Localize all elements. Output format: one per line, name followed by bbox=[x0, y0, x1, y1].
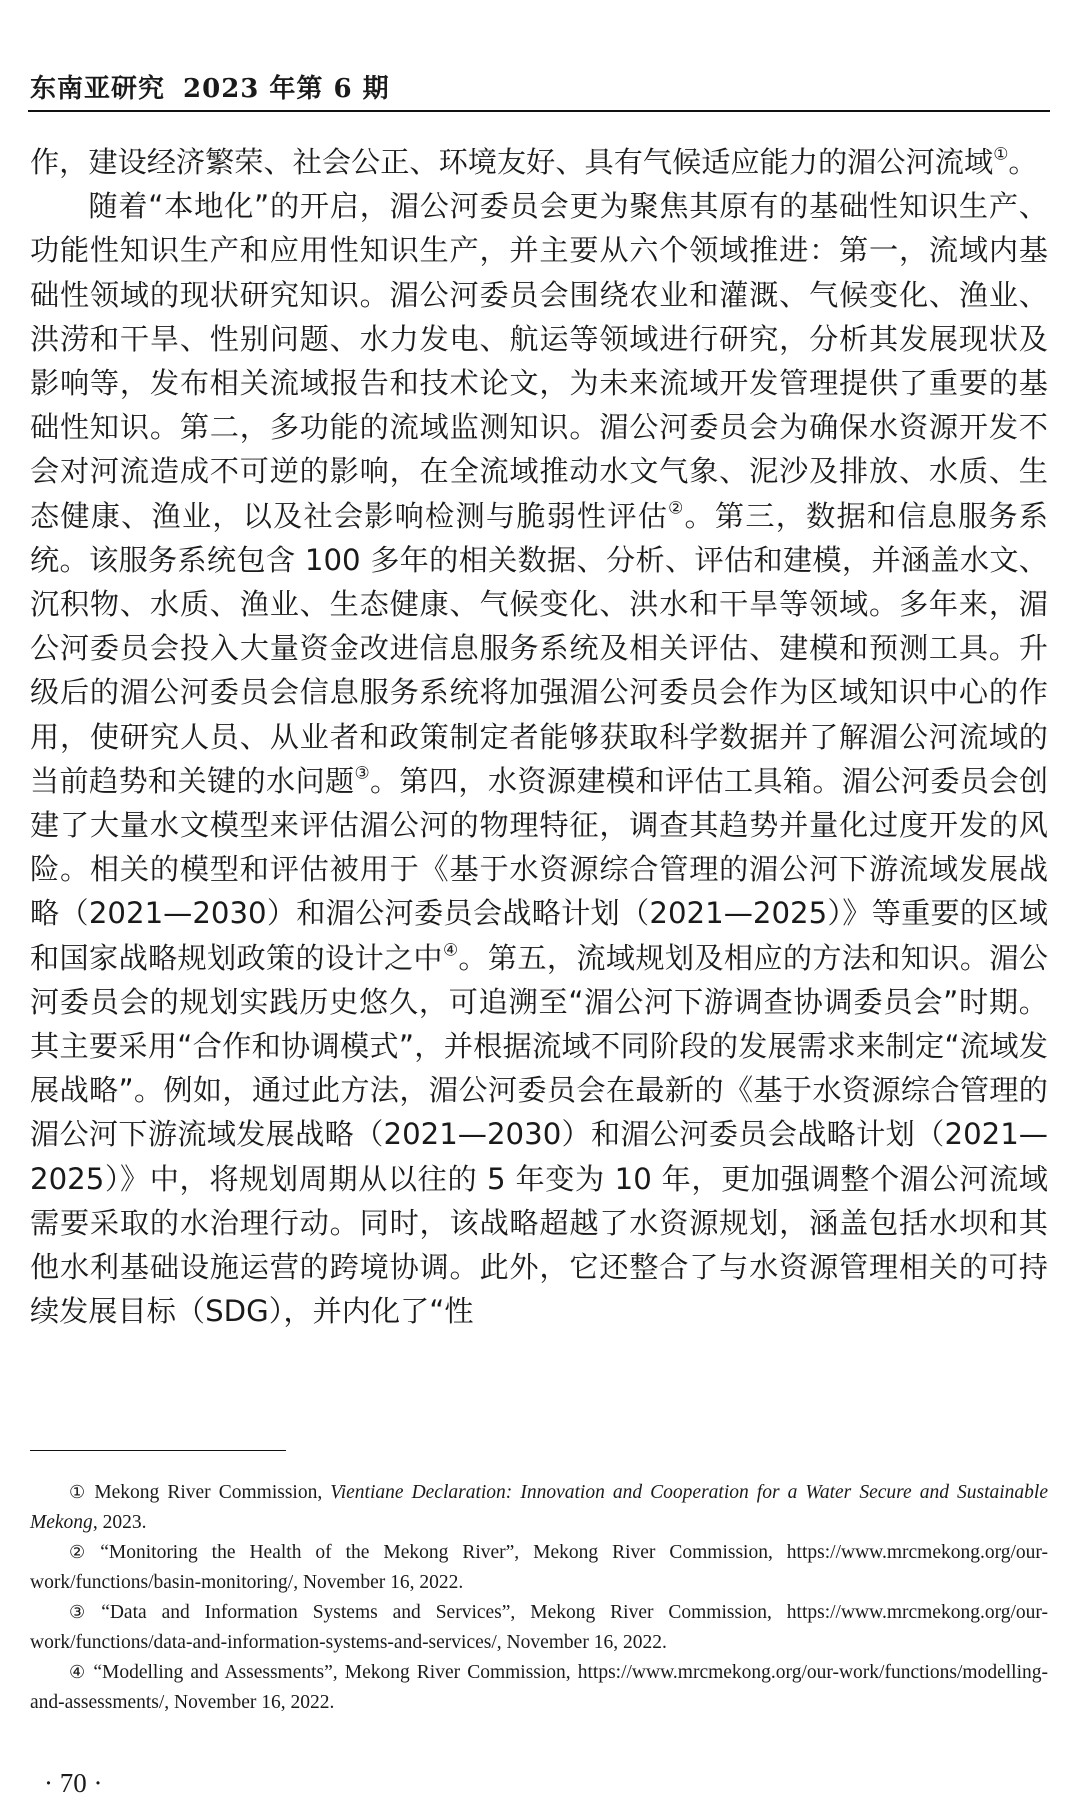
paragraph-text: 。第四，水资源建模和评估工具箱。湄公河委员会创建了大量水文模型来评估湄公河的物理特征，调查其趋势并量化过度开发的风险。相关的模型和评估被用于《基于水资源综合管理的湄公河下游流域发展战略（2021—2030）和湄公河委员会战略计划（2021—2025）》等重要的区域和国家战略规划政策的设计之中 bbox=[30, 763, 1049, 975]
paragraph-text: 作，建设经济繁荣、社会公正、环境友好、具有气候适应能力的湄公河流域 bbox=[30, 145, 994, 179]
footnote-2 bbox=[30, 1538, 1048, 1598]
paragraph bbox=[30, 184, 1048, 1333]
running-head bbox=[30, 68, 390, 105]
footnote-3 bbox=[30, 1598, 1048, 1658]
footnote-marker: ① bbox=[69, 1482, 89, 1503]
footnote-text: , 2023. bbox=[92, 1512, 147, 1533]
footnote-text: Mekong River Commission, bbox=[94, 1482, 331, 1503]
footnote-text: “Modelling and Assessments”, Mekong River Commission, https://www.mrcmekong.org/our-work/functions/modelling-and-assessments/, November 16, 2022. bbox=[30, 1662, 1049, 1713]
paragraph-text: 。第三，数据和信息服务系统。该服务系统包含 100 多年的相关数据、分析、评估和建模，并涵盖水文、沉积物、水质、渔业、生态健康、气候变化、洪水和干旱等领域。多年来，湄公河委员会投入大量资金改进信息服务系统及相关评估、建模和预测工具。升级后的湄公河委员会信息服务系统将加强湄公河委员会作为区域知识中心的作用，使研究人员、从业者和政策制定者能够获取科学数据并了解湄公河流域的当前趋势和关键的水问题 bbox=[30, 498, 1049, 798]
footnote-title: Vientiane Declaration: Innovation and Cooperation for a Water Secure and Sustainable Mekong bbox=[30, 1482, 1048, 1533]
footnote-text: “Monitoring the Health of the Mekong River”, Mekong River Commission, https://www.mrcmekong.org/our-work/functions/basin-monitoring/, November 16, 2022. bbox=[30, 1542, 1049, 1593]
footnote-separator bbox=[30, 1450, 286, 1451]
footnote-1 bbox=[30, 1478, 1048, 1538]
footnote-ref-2[interactable]: ② bbox=[668, 496, 685, 517]
footnote-ref-1[interactable]: ① bbox=[993, 143, 1009, 164]
footnote-marker: ② bbox=[69, 1542, 95, 1563]
footnote-4 bbox=[30, 1658, 1048, 1718]
paragraph-text: 。 bbox=[1008, 145, 1038, 179]
journal-title: 东南亚研究 bbox=[30, 74, 166, 104]
article-body bbox=[30, 140, 1048, 1333]
footnote-ref-4[interactable]: ④ bbox=[442, 938, 459, 959]
paragraph-text: 随着“本地化”的开启，湄公河委员会更为聚焦其原有的基础性知识生产、功能性知识生产和应用性知识生产，并主要从六个领域推进：第一，流域内基础性领域的现状研究知识。湄公河委员会围绕农业和灌溉、气候变化、渔业、洪涝和干旱、性别问题、水力发电、航运等领域进行研究，分析其发展现状及影响等，发布相关流域报告和技术论文，为未来流域开发管理提供了重要的基础性知识。第二，多功能的流域监测知识。湄公河委员会为确保水资源开发不会对河流造成不可逆的影响，在全流域推动水文气象、泥沙及排放、水质、生态健康、渔业，以及社会影响检测与脆弱性评估 bbox=[30, 189, 1048, 533]
issue-label: 2023 年第 6 期 bbox=[183, 74, 390, 104]
footnote-marker: ④ bbox=[69, 1662, 88, 1683]
footnote-ref-3[interactable]: ③ bbox=[354, 762, 370, 783]
footnote-marker: ③ bbox=[69, 1602, 96, 1623]
footnotes bbox=[30, 1478, 1048, 1718]
header-rule bbox=[28, 110, 1050, 112]
page-number: · 70 · bbox=[44, 1768, 103, 1798]
paragraph-text: 。第五，流域规划及相应的方法和知识。湄公河委员会的规划实践历史悠久，可追溯至“湄公河下游调查协调委员会”时期。其主要采用“合作和协调模式”，并根据流域不同阶段的发展需求来制定“流域发展战略”。例如，通过此方法，湄公河委员会在最新的《基于水资源综合管理的湄公河下游流域发展战略（2021—2030）和湄公河委员会战略计划（2021—2025）》中，将规划周期从以往的 5 年变为 10 年，更加强调整个湄公河流域需要采取的水治理行动。同时，该战略超越了水资源规划，涵盖包括水坝和其他水利基础设施运营的跨境协调。此外，它还整合了与水资源管理相关的可持续发展目标（SDG），并内化了“性 bbox=[30, 940, 1049, 1329]
paragraph-continued bbox=[30, 140, 1048, 184]
footnote-text: “Data and Information Systems and Services”, Mekong River Commission, https://www.mrcmekong.org/our-work/functions/data-and-information-systems-and-services/, November 16, 2022. bbox=[30, 1602, 1048, 1653]
